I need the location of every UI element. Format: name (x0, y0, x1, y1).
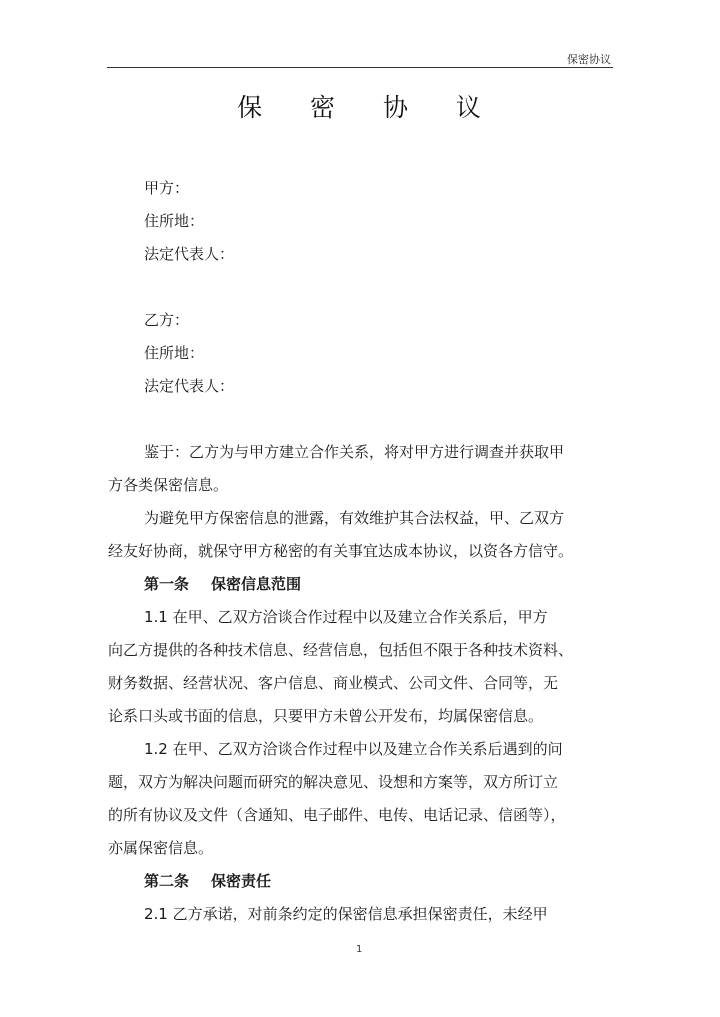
article-1-number: 第一条 (144, 575, 190, 593)
party-a-representative-label: 法定代表人： (144, 245, 235, 263)
article-2-heading (144, 871, 271, 891)
document-title: 保 密 协 议 (237, 93, 501, 122)
page-header (107, 47, 613, 68)
clause-1-1-line: 向乙方提供的各种技术信息、经营信息，包括但不限于各种技术资料、 (108, 641, 574, 659)
clause-1-2-line: 的所有协议及文件（含通知、电子邮件、电传、电话记录、信函等）， (108, 806, 566, 824)
preamble-line: 鉴于：乙方为与甲方建立合作关系，将对甲方进行调查并获取甲 (144, 443, 565, 461)
article-1-title: 保密信息范围 (211, 575, 302, 593)
clause-1-2-line: 1.2 在甲、乙双方洽谈合作过程中以及建立合作关系后遇到的问 (144, 740, 563, 758)
clause-2-1-line: 2.1 乙方承诺，对前条约定的保密信息承担保密责任，未经甲 (144, 905, 548, 923)
party-a-address-label: 住所地： (144, 212, 205, 230)
clause-1-1-line: 1.1 在甲、乙双方洽谈合作过程中以及建立合作关系后，甲方 (144, 608, 548, 626)
party-b-address-label: 住所地： (144, 344, 205, 362)
page-number: 1 (356, 944, 363, 955)
party-a-name-label: 甲方： (144, 179, 190, 197)
article-2-number: 第二条 (144, 872, 190, 890)
article-1-heading (144, 574, 301, 594)
party-b-representative-label: 法定代表人： (144, 377, 235, 395)
running-header-title: 保密协议 (567, 53, 611, 66)
clause-1-1-line: 财务数据、经营状况、客户信息、商业模式、公司文件、合同等，无 (108, 674, 559, 692)
article-2-title: 保密责任 (211, 872, 272, 890)
preamble-line: 方各类保密信息。 (108, 476, 229, 494)
clause-1-2-line: 题，双方为解决问题而研究的解决意见、设想和方案等，双方所订立 (108, 773, 559, 791)
preamble-line: 经友好协商，就保守甲方秘密的有关事宜达成本协议，以资各方信守。 (108, 542, 574, 560)
party-b-name-label: 乙方： (144, 311, 190, 329)
clause-1-1-line: 论系口头或书面的信息，只要甲方未曾公开发布，均属保密信息。 (108, 707, 544, 725)
preamble-line: 为避免甲方保密信息的泄露，有效维护其合法权益，甲、乙双方 (144, 509, 565, 527)
clause-1-2-line: 亦属保密信息。 (108, 839, 214, 857)
